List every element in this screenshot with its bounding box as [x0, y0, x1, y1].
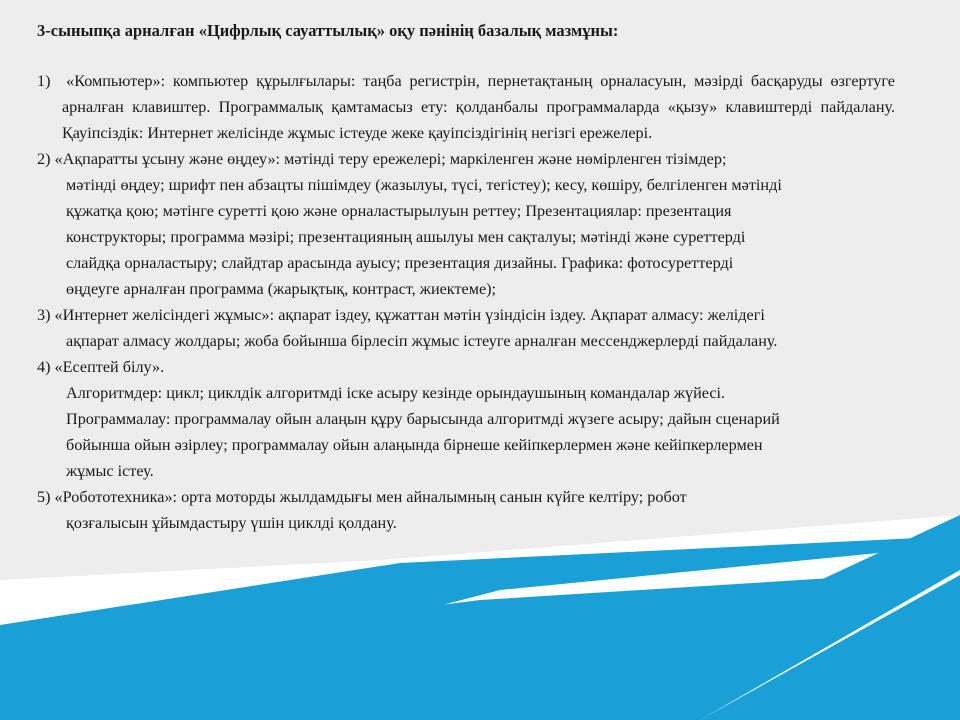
list-item-line: өңдеуге арналған программа (жарықтық, контраст, жиектеме);	[66, 280, 497, 298]
list-item-internet	[37, 302, 895, 354]
list-item-line: 5) «Робототехника»: орта моторды жылдамдығы мен айналымның санын күйге келтіру; робот	[37, 488, 687, 506]
list-item-line: 3) «Интернет желісіндегі жұмыс»: ақпарат іздеу, құжаттан мәтін үзіндісін іздеу. Ақпарат алмасу: желідегі	[37, 306, 765, 324]
list-item-computing	[37, 354, 895, 484]
list-item-line: слайдқа орналастыру; слайдтар арасында ауысу; презентация дизайны. Графика: фотосуреттерді	[66, 254, 734, 272]
list-item-line: бойынша ойын әзірлеу; программалау ойын алаңында бірнеше кейіпкерлермен және кейіпкерлермен	[66, 436, 763, 454]
list-item-information	[37, 146, 895, 302]
list-item-line: Алгоритмдер: цикл; циклдік алгоритмді іске асыру кезінде орындаушының командалар жүйесі.	[66, 384, 726, 402]
list-item-computer: 1) «Компьютер»: компьютер құрылғылары: таңба регистрін, пернетақтаның орналасуын, мәзірді басқаруды өзгертуге арналған клавиштер. Программалық қамтамасыз ету: қолданбалы программаларда «қызу» клавиштерді пайдалану. Қауіпсіздік: Интернет желісінде жұмыс істеуде жеке қауіпсіздігінің негізгі ережелері.	[37, 72, 895, 142]
list-item-line: ақпарат алмасу жолдары; жоба бойынша бірлесіп жұмыс істеуге арналған мессенджерлерді пайдалану.	[66, 332, 778, 350]
list-item-line: құжатқа қою; мәтінге суретті қою және орналастырылуын реттеу; Презентациялар: презентация	[66, 202, 732, 220]
list-item-line: мәтінді өңдеу; шрифт пен абзацты пішімдеу (жазылуы, түсі, тегістеу); кесу, көшіру, белгіленген мәтінді	[66, 176, 782, 194]
list-item-line: 2) «Ақпаратты ұсыну және өңдеу»: мәтінді теру ережелері; маркіленген және нөмірленген тізімдер;	[37, 150, 727, 168]
slide-title: 3-сыныпқа арналған «Цифрлық сауаттылық» оқу пәнінің базалық мазмұны:	[37, 21, 619, 40]
list-item-line: 4) «Есептей білу».	[37, 358, 165, 376]
slide-content	[37, 18, 895, 536]
list-item-robotics	[37, 484, 895, 536]
list-item-line: Программалау: программалау ойын алаңын құру барысында алгоритмді жүзеге асыру; дайын сценарий	[66, 410, 780, 428]
list-item-line: қозғалысын ұйымдастыру үшін циклді қолдану.	[66, 514, 397, 532]
list-item-line: жұмыс істеу.	[66, 462, 154, 480]
list-item-line: конструкторы; программа мәзірі; презентацияның ашылуы мен сақталуы; мәтінді және суреттерді	[66, 228, 746, 246]
